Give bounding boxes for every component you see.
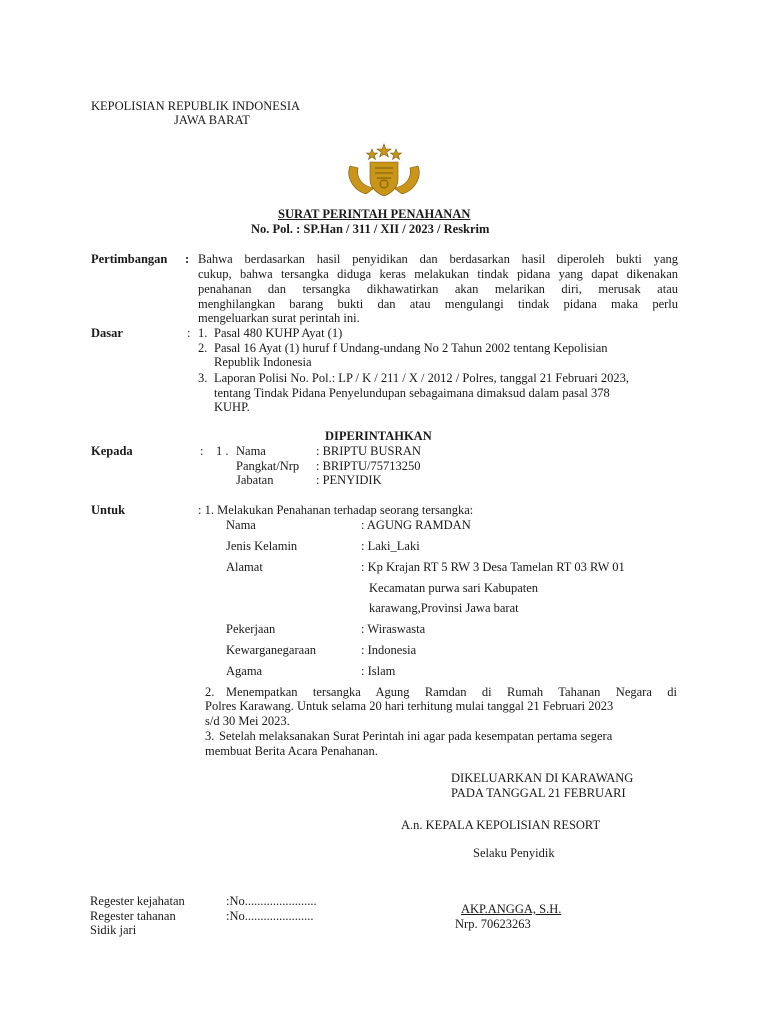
kepada-number: 1 . [216, 444, 229, 458]
dasar-item-text: KUHP. [214, 400, 250, 414]
dasar-item-number: 1. [198, 326, 208, 340]
suspect-field-value: : Kp Krajan RT 5 RW 3 Desa Tamelan RT 03 RW 01 [361, 560, 625, 574]
pertimbangan-line: penahanan dan tersangka dikhawatirkan akan melarikan diri, merusak atau [198, 282, 678, 296]
kepada-label: Kepada [91, 444, 133, 458]
institution-name: KEPOLISIAN REPUBLIK INDONESIA [91, 99, 301, 113]
kepada-field-value: : BRIPTU BUSRAN [316, 444, 421, 458]
pertimbangan-label: Pertimbangan [91, 252, 168, 266]
kepada-field-label: Nama [236, 444, 266, 458]
suspect-field-label: Agama [226, 664, 263, 678]
untuk-item-text: Menempatkan tersangka Agung Ramdan di Rumah Tahanan Negara di [226, 685, 677, 699]
dasar-colon: : [187, 326, 191, 340]
signatory-nrp: Nrp. 70623263 [455, 917, 531, 931]
suspect-field-value: : Laki_Laki [361, 539, 420, 553]
kepada-field-label: Jabatan [236, 473, 274, 487]
pertimbangan-line: mengeluarkan surat perintah ini. [198, 311, 360, 325]
untuk-item-number: 3. [205, 729, 215, 743]
kepada-colon: : [200, 444, 204, 458]
kepada-field-label: Pangkat/Nrp [236, 459, 300, 473]
suspect-field-value: : Indonesia [361, 643, 417, 657]
untuk-item-number: 2. [205, 685, 215, 699]
suspect-field-label: Pekerjaan [226, 622, 276, 636]
letter-title: SURAT PERINTAH PENAHANAN [278, 207, 471, 221]
untuk-item-text: Polres Karawang. Untuk selama 20 hari terhitung mulai tanggal 21 Februari 2023 [205, 699, 614, 713]
signatory-role: Selaku Penyidik [473, 846, 555, 860]
suspect-field-label: Alamat [226, 560, 263, 574]
issued-date: PADA TANGGAL 21 FEBRUARI [451, 786, 626, 800]
issued-place: DIKELUARKAN DI KARAWANG [451, 771, 634, 785]
kepada-field-value: : PENYIDIK [316, 473, 382, 487]
dasar-item-text: Republik Indonesia [214, 355, 312, 369]
registry-value: :No....................... [226, 894, 317, 908]
signatory-on-behalf: A.n. KEPALA KEPOLISIAN RESORT [401, 818, 601, 832]
pertimbangan-line: cukup, bahwa tersangka diduga keras melakukan tindak pidana yang dapat dikenakan [198, 267, 678, 281]
suspect-field-value: : AGUNG RAMDAN [361, 518, 471, 532]
suspect-field-label: Nama [226, 518, 256, 532]
suspect-field-value: Kecamatan purwa sari Kabupaten [369, 581, 539, 595]
suspect-field-value: : Islam [361, 664, 396, 678]
untuk-item-text: s/d 30 Mei 2023. [205, 714, 290, 728]
untuk-label: Untuk [91, 503, 126, 517]
dasar-item-number: 3. [198, 371, 208, 385]
dasar-item-text: tentang Tindak Pidana Penyelundupan sebagaimana dimaksud dalam pasal 378 [214, 386, 610, 400]
untuk-item-1: : 1. Melakukan Penahanan terhadap seorang tersangka: [198, 503, 474, 517]
pertimbangan-line: Bahwa berdasarkan hasil penyidikan dan berdasarkan hasil diperoleh bukti yang [198, 252, 678, 266]
registry-label: Regester tahanan [90, 909, 176, 923]
untuk-item-text: membuat Berita Acara Penahanan. [205, 744, 378, 758]
suspect-field-label: Jenis Kelamin [226, 539, 298, 553]
suspect-field-value: : Wiraswasta [361, 622, 426, 636]
registry-label: Regester kejahatan [90, 894, 185, 908]
region-name: JAWA BARAT [174, 113, 250, 127]
dasar-item-text: Laporan Polisi No. Pol.: LP / K / 211 / X / 2012 / Polres, tanggal 21 Februari 2023, [214, 371, 630, 385]
police-emblem-icon [344, 142, 424, 200]
suspect-field-label: Kewarganegaraan [226, 643, 316, 657]
registry-label: Sidik jari [90, 923, 137, 937]
registry-value: :No...................... [226, 909, 314, 923]
signatory-name: AKP.ANGGA, S.H. [461, 902, 562, 916]
untuk-item-text: Setelah melaksanakan Surat Perintah ini agar pada kesempatan pertama segera [219, 729, 613, 743]
dasar-item-text: Pasal 16 Ayat (1) huruf f Undang-undang No 2 Tahun 2002 tentang Kepolisian [214, 341, 608, 355]
suspect-field-value: karawang,Provinsi Jawa barat [369, 601, 519, 615]
diperintahkan-heading: DIPERINTAHKAN [325, 429, 432, 443]
dasar-label: Dasar [91, 326, 123, 340]
pertimbangan-line: menghilangkan barang bukti dan atau mengulangi tindak pidana maka perlu [198, 297, 678, 311]
kepada-field-value: : BRIPTU/75713250 [316, 459, 421, 473]
pertimbangan-colon: : [185, 252, 190, 266]
dasar-item-number: 2. [198, 341, 208, 355]
letter-number: No. Pol. : SP.Han / 311 / XII / 2023 / Reskrim [251, 222, 490, 236]
dasar-item-text: Pasal 480 KUHP Ayat (1) [214, 326, 343, 340]
